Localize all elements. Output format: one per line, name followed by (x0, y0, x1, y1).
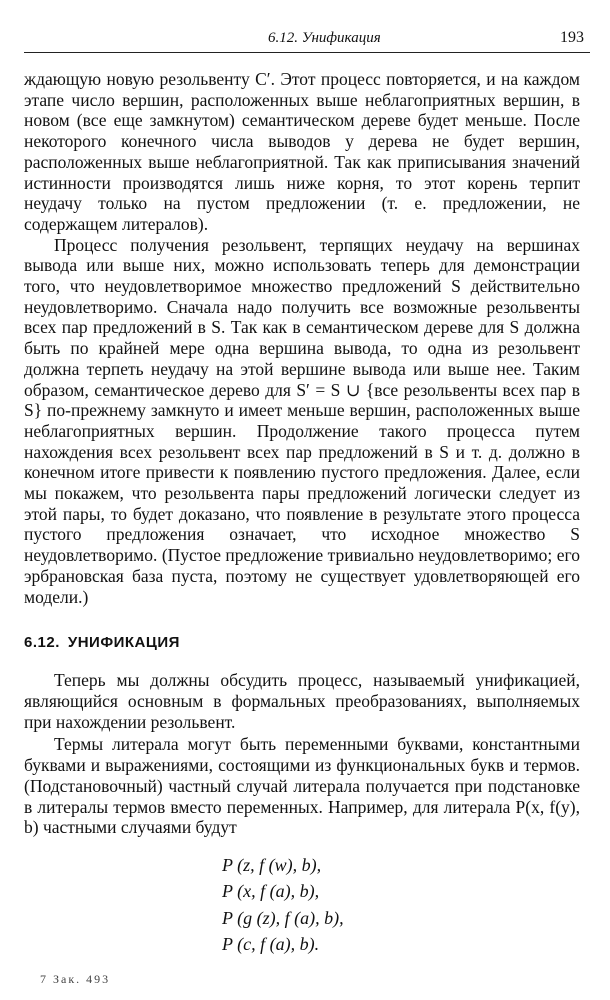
formula: P (g (z), f (a), b), (222, 907, 344, 928)
section-number: 6.12. (24, 634, 60, 652)
running-head (24, 26, 590, 53)
formula: P (c, f (a), b). (222, 934, 320, 955)
body-text (24, 69, 580, 958)
section-title: УНИФИКАЦИЯ (67, 634, 180, 652)
formula: P (x, f (a), b), (222, 881, 320, 902)
paragraph-unification-intro: Теперь мы должны обсудить процесс, называемый унификацией, являющийся основным в формальных преобразованиях, выполняемых при нахождении резольвент. (24, 670, 580, 732)
section-heading (24, 634, 580, 652)
page-number: 193 (560, 29, 584, 46)
formula: P (z, f (w), b), (222, 854, 322, 875)
running-head-title: 6.12. Унификация (268, 30, 381, 46)
formula-list (222, 852, 580, 958)
printer-signature-mark: 7 Зак. 493 (40, 972, 111, 986)
paragraph-continuation: ждающую новую резольвенту C′. Этот процесс повторяется, и на каждом этапе число вершин, расположенных выше неблагоприятных вершин, в новом (все еще замкнутом) семантическом дереве будет меньше. После некоторого конечного числа выводов у дерева не будет вершин, расположенных выше неблагоприятной. Так как приписывания значений истинности производятся лишь ниже корня, то этот корень терпит неудачу только на пустом предложении (т. е. предложении, не содержащем литералов). (24, 69, 580, 234)
paragraph-resolvent-process: Процесс получения резольвент, терпящих неудачу на вершинах вывода или выше них, можно использовать теперь для демонстрации того, что неудовлетворимое множество предложений S действительно неудовлетворимо. Сначала надо получить все возможные резольвенты всех пар предложений в S. Так как в семантическом дереве для S должна быть по крайней мере одна вершина вывода, то одна из резольвент должна терпеть неудачу на этой вершине вывода или выше нее. Таким образом, семантическое дерево для S′ = S ∪ {все резольвенты всех пар в S} по-прежнему замкнуто и имеет меньше вершин, расположенных выше неблагоприятных вершин. Продолжение такого процесса путем нахождения всех резольвент всех пар предложений в S и т. д. должно в конечном итоге привести к появлению пустого предложения. Далее, если мы покажем, что резольвента пары предложений логически следует из этой пары, то будет доказано, что появление в результате этого процесса пустого предложения означает, что исходное множество S неудовлетворимо. (Пустое предложение тривиально неудовлетворимо; его эрбрановская база пуста, поэтому не существует удовлетворяющей его модели.) (24, 234, 580, 607)
paragraph-literal-terms: Термы литерала могут быть переменными буквами, константными буквами и выражениями, состоящими из функциональных букв и термов. (Подстановочный) частный случай литерала получается при подстановке в литералы термов вместо переменных. Например, для литерала P(x, f(y), b) частными случаями будут (24, 734, 580, 838)
